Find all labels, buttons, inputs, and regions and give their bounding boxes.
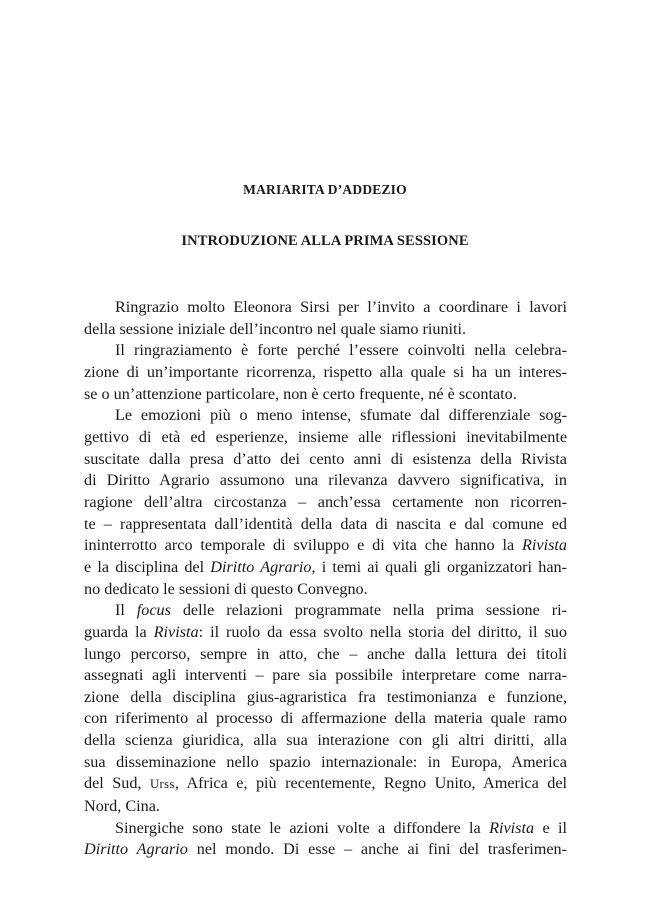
- text-line: gettivo di età ed esperienze, insieme alle riflessioni inevitabilmente: [84, 427, 567, 446]
- text-line: assegnati agli interventi – pare sia possibile interpretare come narra-: [84, 666, 567, 685]
- text-line: del Sud, Urss, Africa e, più recentemente, Regno Unito, America del: [84, 774, 568, 793]
- text-line: sua disseminazione nello spazio internazionale: in Europa, America: [84, 752, 567, 771]
- text-line: Le emozioni più o meno intense, sfumate dal differenziale sog-: [115, 406, 567, 425]
- text-line: e la disciplina del Diritto Agrario, i temi ai quali gli organizzatori han-: [84, 557, 567, 576]
- text-line: Ringrazio molto Eleonora Sirsi per l’invito a coordinare i lavori: [115, 298, 567, 316]
- author-name: MARIARITA D’ADDEZIO: [243, 182, 407, 197]
- section-title: INTRODUZIONE ALLA PRIMA SESSIONE: [181, 233, 469, 249]
- text-line: Il focus delle relazioni programmate nella prima sessione ri-: [115, 601, 568, 620]
- text-line: zione della disciplina gius-agraristica fra testimonianza e funzione,: [84, 687, 567, 706]
- text-line: della scienza giuridica, alla sua interazione con gli altri diritti, alla: [84, 731, 567, 750]
- text-line: guarda la Rivista: il ruolo da essa svolto nella storia del diritto, il suo: [84, 622, 567, 641]
- text-line: te – rappresentata dall’identità della data di nascita e dal comune ed: [84, 514, 567, 533]
- text-line: ininterrotto arco temporale di sviluppo e di vita che hanno la Rivista: [84, 536, 567, 555]
- body-text: [84, 297, 567, 861]
- text-line: della sessione iniziale dell’incontro nel quale siamo riuniti.: [84, 319, 467, 338]
- text-line: ragione dell’altra circostanza – anch’essa certamente non ricorren-: [84, 492, 567, 511]
- text-line: lungo percorso, sempre in atto, che – anche dalla lettura dei titoli: [84, 644, 567, 663]
- text-line: no dedicato le sessioni di questo Convegno.: [84, 579, 368, 598]
- text-line: suscitate dalla presa d’atto dei cento anni di esistenza della Rivista: [84, 449, 567, 468]
- text-line: con riferimento al processo di affermazione della materia quale ramo: [84, 709, 567, 728]
- text-line: Diritto Agrario nel mondo. Di esse – anche ai fini del trasferimen-: [84, 840, 567, 859]
- text-line: se o un’attenzione particolare, non è certo frequente, né è scontato.: [84, 384, 517, 403]
- text-line: zione di un’importante ricorrenza, rispetto alla quale si ha un interes-: [84, 362, 567, 381]
- text-line: Nord, Cina.: [84, 797, 160, 816]
- text-line: di Diritto Agrario assumono una rilevanza davvero significativa, in: [84, 471, 567, 490]
- text-line: Il ringraziamento è forte perché l’essere coinvolti nella celebra-: [115, 341, 567, 360]
- text-line: Sinergiche sono state le azioni volte a diffondere la Rivista e il: [115, 818, 567, 837]
